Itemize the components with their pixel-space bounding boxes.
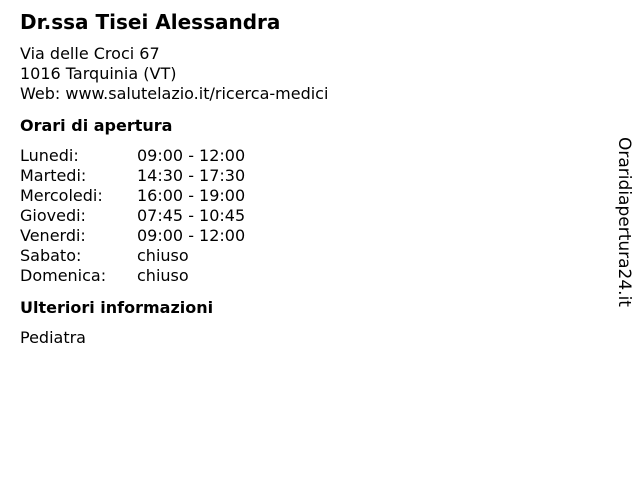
hours-time: 09:00 - 12:00	[137, 226, 246, 245]
business-name: Dr.ssa Tisei Alessandra	[20, 10, 281, 34]
website-line: Web: www.salutelazio.it/ricerca-medici	[20, 84, 329, 103]
hours-day: Venerdi:	[20, 226, 86, 245]
further-info-heading: Ulteriori informazioni	[20, 298, 214, 317]
hours-row	[20, 206, 580, 226]
brand-watermark: Oraridiapertura24.it	[614, 137, 634, 307]
street-address: Via delle Croci 67	[20, 44, 160, 63]
hours-time: 07:45 - 10:45	[137, 206, 246, 225]
hours-day: Martedi:	[20, 166, 87, 185]
city-address: 1016 Tarquinia (VT)	[20, 64, 177, 83]
hours-day: Giovedi:	[20, 206, 86, 225]
hours-row	[20, 146, 580, 166]
hours-day: Domenica:	[20, 266, 107, 285]
business-card	[20, 8, 580, 348]
hours-day: Lunedi:	[20, 146, 79, 165]
hours-row	[20, 186, 580, 206]
address-block	[20, 44, 580, 104]
opening-hours-heading: Orari di apertura	[20, 116, 173, 135]
hours-time: chiuso	[137, 246, 189, 265]
hours-row	[20, 226, 580, 246]
hours-row	[20, 246, 580, 266]
hours-time: chiuso	[137, 266, 189, 285]
hours-day: Sabato:	[20, 246, 82, 265]
hours-time: 09:00 - 12:00	[137, 146, 246, 165]
further-info-text: Pediatra	[20, 328, 86, 347]
hours-day: Mercoledi:	[20, 186, 103, 205]
hours-time: 16:00 - 19:00	[137, 186, 246, 205]
opening-hours-table	[20, 146, 580, 286]
hours-row	[20, 266, 580, 286]
hours-time: 14:30 - 17:30	[137, 166, 246, 185]
hours-row	[20, 166, 580, 186]
